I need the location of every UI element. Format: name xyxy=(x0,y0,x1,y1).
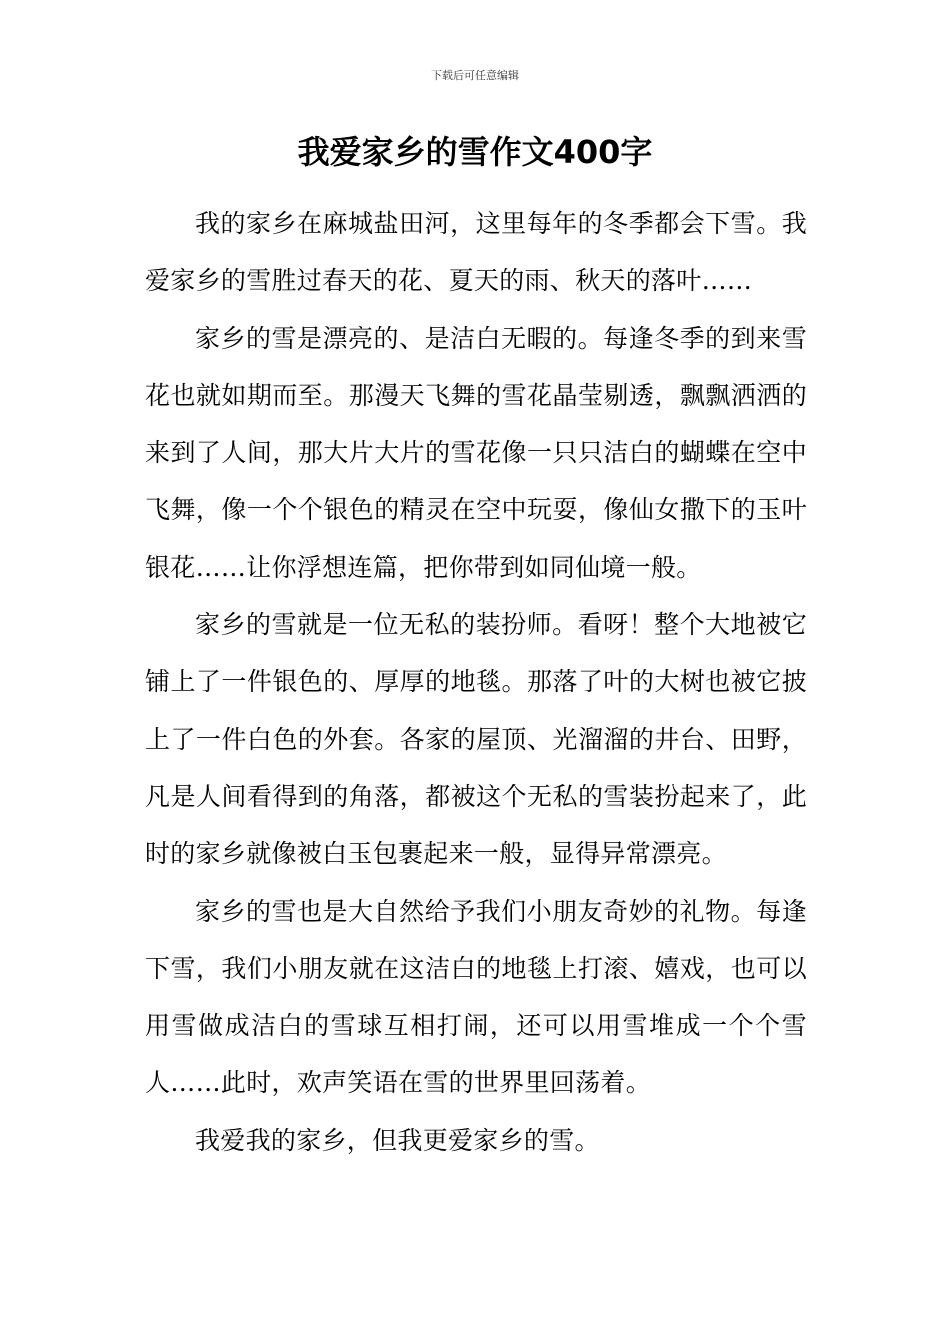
paragraph-4: 家乡的雪也是大自然给予我们小朋友奇妙的礼物。每逢下雪，我们小朋友就在这洁白的地毯上打滚、嬉戏，也可以用雪做成洁白的雪球互相打闹，还可以用雪堆成一个个雪人……此时，欢声笑语在雪的世界里回荡着。 xyxy=(145,896,807,1098)
document-title: 我爱家乡的雪作文400字 xyxy=(297,133,653,171)
paragraph-5: 我爱我的家乡，但我更爱家乡的雪。 xyxy=(195,1125,600,1155)
paragraph-3: 家乡的雪就是一位无私的装扮师。看呀！整个大地被它铺上了一件银色的、厚厚的地毯。那落了叶的大树也被它披上了一件白色的外套。各家的屋顶、光溜溜的井台、田野，凡是人间看得到的角落，都被这个无私的雪装扮起来了，此时的家乡就像被白玉包裹起来一般，显得异常漂亮。 xyxy=(145,610,807,869)
document-body xyxy=(145,195,807,1169)
paragraph-1: 我的家乡在麻城盐田河，这里每年的冬季都会下雪。我爱家乡的雪胜过春天的花、夏天的雨、秋天的落叶…… xyxy=(145,209,807,296)
header-note: 下载后可任意编辑 xyxy=(431,69,519,82)
paragraph-2: 家乡的雪是漂亮的、是洁白无暇的。每逢冬季的到来雪花也就如期而至。那漫天飞舞的雪花晶莹剔透，飘飘洒洒的来到了人间，那大片大片的雪花像一只只洁白的蝴蝶在空中飞舞，像一个个银色的精灵在空中玩耍，像仙女撒下的玉叶银花……让你浮想连篇，把你带到如同仙境一般。 xyxy=(145,323,807,582)
